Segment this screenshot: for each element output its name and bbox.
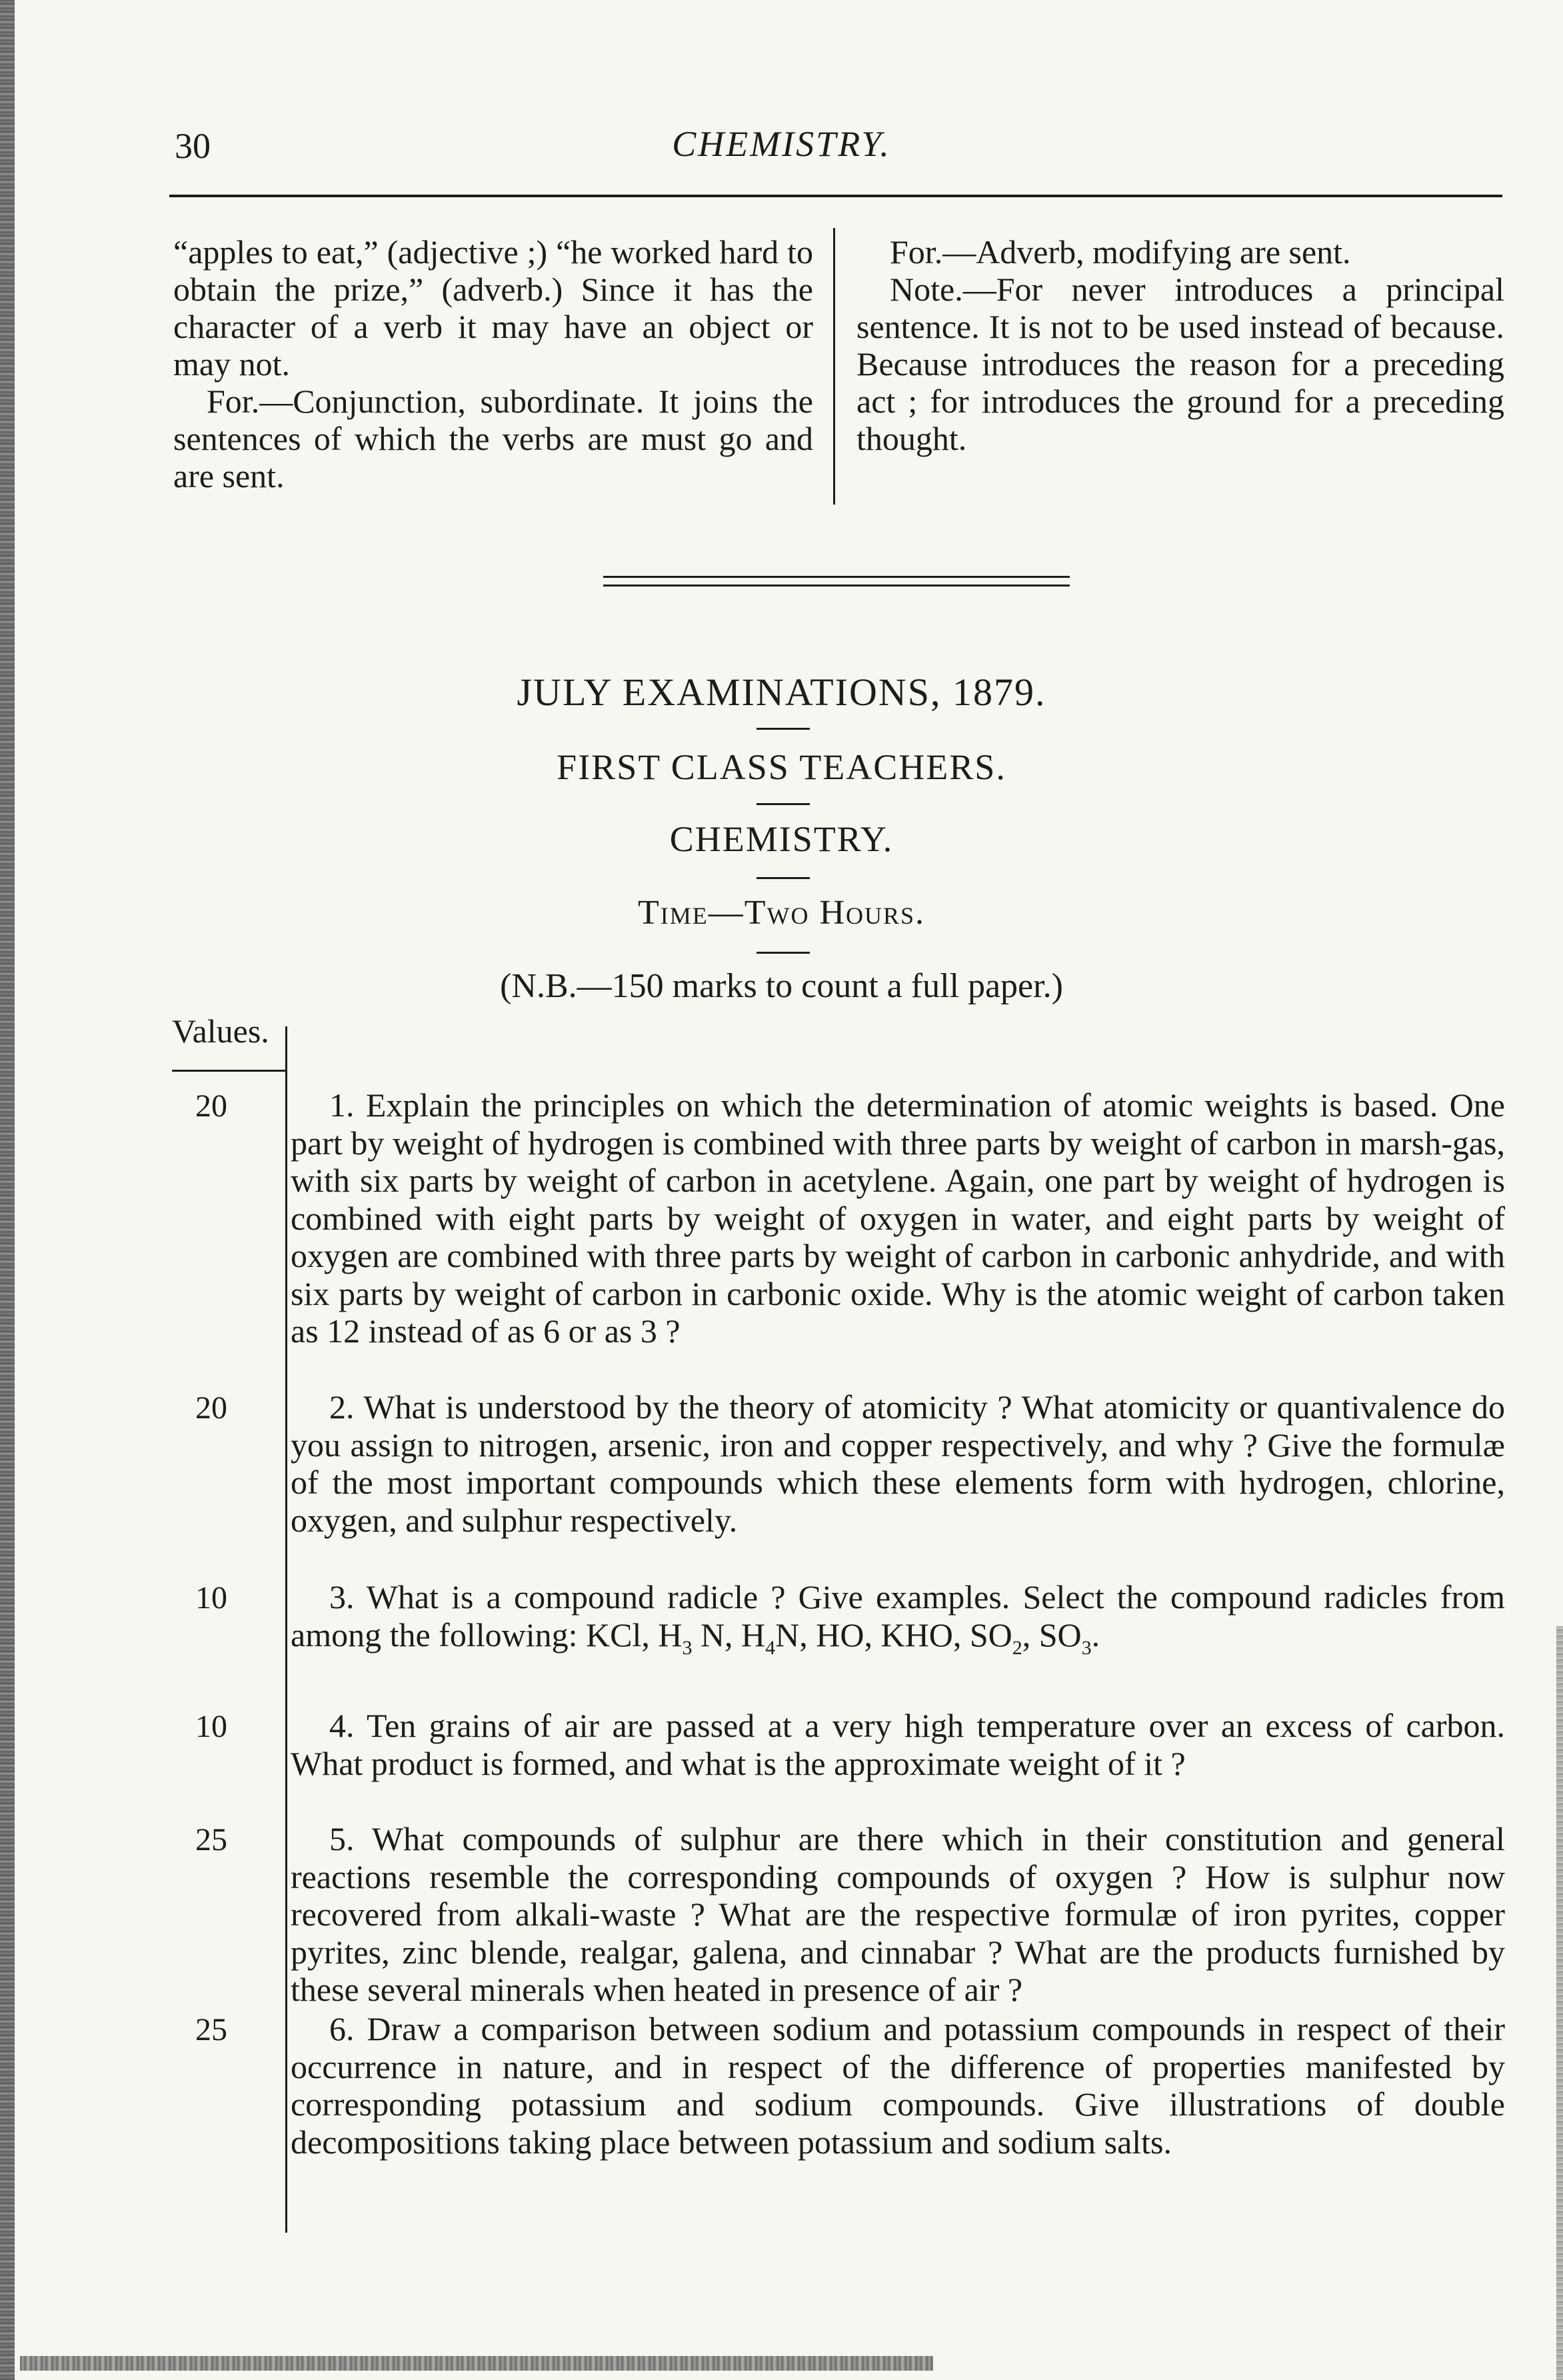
question-3-marks: 10 xyxy=(195,1580,227,1616)
column-divider xyxy=(833,228,835,505)
question-3-text-part-5: . xyxy=(1091,1616,1100,1654)
question-6-marks: 25 xyxy=(195,2012,227,2047)
question-1-marks: 20 xyxy=(195,1088,227,1124)
subscript-2: 2 xyxy=(1012,1636,1022,1659)
left-paragraph-1: “apples to eat,” (adjective ;) “he worked hard to obtain the prize,” (adverb.) Since it has the character of a verb it may have an object or may not. xyxy=(173,233,813,383)
subscript-3: 3 xyxy=(682,1636,693,1659)
running-title: CHEMISTRY. xyxy=(672,124,891,164)
exam-note: (N.B.—150 marks to count a full paper.) xyxy=(500,967,1063,1005)
subscript-3b: 3 xyxy=(1081,1636,1092,1659)
question-5-marks: 25 xyxy=(195,1822,227,1857)
page-number: 30 xyxy=(175,126,211,166)
scan-edge-left xyxy=(0,0,15,2380)
question-3-text-part-4: , SO xyxy=(1022,1616,1082,1654)
previous-answer-left-column xyxy=(173,233,813,495)
question-6-text: 6. Draw a comparison between sodium and potassium compounds in respect of their occurrence in nature, and in respect of the difference of properties manifested by corresponding potassium and sodium compounds. Give illustrations of double decompositions taking place between potassium and sodium salts. xyxy=(291,2010,1505,2161)
question-1-text: 1. Explain the principles on which the determination of atomic weights is based. One part by weight of hydrogen is combined with three parts by weight of carbon in marsh-gas, with six parts by weight of carbon in acetylene. Again, one part by weight of hydrogen is combined with eight parts by weight of oxygen in water, and eight parts by weight of oxygen are combined with three parts by weight of carbon in carbonic anhydride, and with six parts by weight of carbon in carbonic oxide. Why is the atomic weight of carbon taken as 12 instead of as 6 or as 3 ? xyxy=(291,1086,1505,1350)
question-4-marks: 10 xyxy=(195,1709,227,1744)
question-3-text-part-1: 3. What is a compound radicle ? Give examples. Select the compound radicles from among the following: KCl, H xyxy=(291,1578,1505,1654)
title-rule-2 xyxy=(757,803,810,805)
marks-column-rule xyxy=(285,1026,287,2233)
exam-time: Time—Two Hours. xyxy=(637,894,926,932)
question-3-text-part-3: N, HO, KHO, SO xyxy=(775,1616,1012,1654)
values-rule xyxy=(172,1070,285,1072)
section-divider xyxy=(603,576,1070,587)
question-2-text: 2. What is understood by the theory of atomicity ? What atomicity or quantivalence do you assign to nitrogen, arsenic, iron and copper respectively, and why ? Give the formulæ of the most important compounds which these elements form with hydrogen, chlorine, oxygen, and sulphur respectively. xyxy=(291,1388,1505,1539)
exam-subject: CHEMISTRY. xyxy=(669,819,894,859)
question-3-text xyxy=(291,1578,1505,1659)
title-rule-3 xyxy=(757,877,810,879)
question-5-text: 5. What compounds of sulphur are there which in their constitution and general reactions resemble the corresponding compounds of oxygen ? How is sulphur now recovered from alkali-waste ? What are the respective formulæ of iron pyrites, copper pyrites, zinc blende, realgar, galena, and cinnabar ? What are the products furnished by these several minerals when heated in presence of air ? xyxy=(291,1820,1505,2008)
exam-class: FIRST CLASS TEACHERS. xyxy=(557,747,1006,787)
question-3-text-part-2: N, H xyxy=(700,1616,766,1654)
right-paragraph-2: Note.—For never introduces a principal sentence. It is not to be used instead of because. Because introduces the reason for a preceding act ; for introduces the ground for a preceding thought. xyxy=(856,271,1504,457)
exam-title: JULY EXAMINATIONS, 1879. xyxy=(517,670,1046,714)
question-2-marks: 20 xyxy=(195,1390,227,1426)
header-rule xyxy=(169,195,1502,197)
previous-answer-right-column xyxy=(856,233,1504,457)
values-label: Values. xyxy=(172,1012,269,1050)
right-paragraph-1: For.—Adverb, modifying are sent. xyxy=(890,233,1351,271)
title-rule-4 xyxy=(757,952,810,954)
scan-edge-right xyxy=(1556,1626,1563,2380)
question-4-text: 4. Ten grains of air are passed at a very high temperature over an excess of carbon. What product is formed, and what is the approximate weight of it ? xyxy=(291,1707,1505,1782)
scan-edge-bottom xyxy=(20,2356,933,2371)
left-paragraph-2: For.—Conjunction, subordinate. It joins the sentences of which the verbs are must go and are sent. xyxy=(173,383,813,495)
title-rule-1 xyxy=(757,728,810,730)
subscript-4: 4 xyxy=(765,1636,776,1659)
